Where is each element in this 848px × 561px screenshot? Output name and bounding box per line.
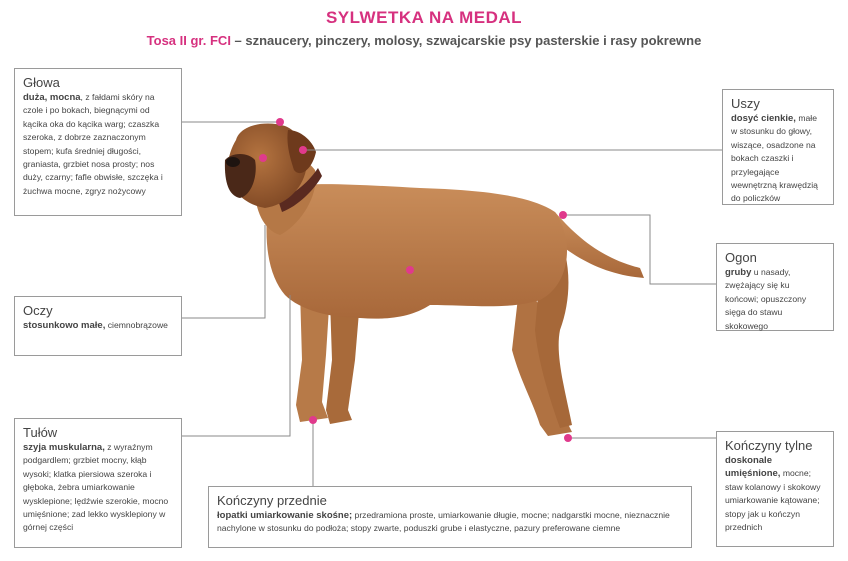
konczyny-przednie-bold: łopatki umiarkowanie skośne; xyxy=(217,510,353,521)
tulow-box xyxy=(14,418,182,548)
konczyny-tylne-bold: doskonale umięśnione, xyxy=(725,455,781,480)
glowa-bold: duża, mocna xyxy=(23,92,81,103)
subtitle-rest: – sznaucery, pinczery, molosy, szwajcarskie psy pasterskie i rasy pokrewne xyxy=(230,33,702,48)
uszy-bold: dosyć cienkie, xyxy=(731,113,796,124)
oczy-text xyxy=(23,319,173,332)
ogon-heading: Ogon xyxy=(725,250,757,265)
uszy-desc: małe w stosunku do głowy, wiszące, osadzone na bokach czaszki i przylegające wewnętrzną krawędzią do policzków xyxy=(731,113,818,204)
ogon-bold: gruby xyxy=(725,267,752,278)
konczyny-tylne-text xyxy=(725,454,825,534)
uszy-text xyxy=(731,112,825,206)
konczyny-tylne-box xyxy=(716,431,834,547)
ogon-box xyxy=(716,243,834,331)
connector-tulow xyxy=(182,295,290,436)
ogon-text xyxy=(725,266,825,333)
konczyny-tylne-heading: Kończyny tylne xyxy=(725,438,813,453)
konczyny-przednie-heading: Kończyny przednie xyxy=(217,493,327,508)
oczy-box xyxy=(14,296,182,356)
page-title: SYLWETKA NA MEDAL xyxy=(325,8,523,27)
marker-uszy xyxy=(299,146,307,154)
glowa-text xyxy=(23,91,173,198)
subtitle-highlight: Tosa II gr. FCI xyxy=(146,33,231,48)
ogon-desc: u nasady, zwężający się ku końcowi; opuszczony sięga do stawu skokowego xyxy=(725,267,807,331)
marker-tulow xyxy=(406,266,414,274)
konczyny-przednie-desc: przedramiona proste, umiarkowanie długie, mocne; nadgarstki mocne, nieznacznie nachylone w stosunku do podłoża; stopy zwarte, poduszki grube i elastyczne, pazury preferowane ciemne xyxy=(217,510,670,534)
marker-oczy xyxy=(259,154,267,162)
marker-konczyny-przednie xyxy=(309,416,317,424)
uszy-heading: Uszy xyxy=(731,96,760,111)
tulow-bold: szyja muskularna, xyxy=(23,442,105,453)
tulow-text xyxy=(23,441,173,535)
marker-konczyny-tylne xyxy=(564,434,572,442)
tulow-desc: z wyraźnym podgardlem; grzbiet mocny, kłąb wysoki; klatka piersiowa szeroka i głęboka, żebra umiarkowanie wysklepione; lędźwie szerokie, mocno umięśnione; zad lekko wysklepiony w górnej części xyxy=(23,442,169,533)
oczy-desc: ciemnobrązowe xyxy=(105,320,168,330)
connector-oczy xyxy=(182,225,265,318)
konczyny-przednie-text xyxy=(217,509,683,536)
konczyny-tylne-desc: mocne; staw kolanowy i skokowy umiarkowanie kątowane; stopy jak u kończyn przednich xyxy=(725,468,821,533)
uszy-box xyxy=(722,89,834,205)
glowa-desc: , z fałdami skóry na czole i po bokach, biegnącymi od kącika oka do kącika warg; czaszka szeroka, z dobrze zaznaczonym stopem; kufa średniej długości, graniasta, grzbiet nosa prosty; nos duży, czarny; fafle obwisłe, szczęka i żuchwa mocne, zgryz nożycowy xyxy=(23,92,163,196)
glowa-heading: Głowa xyxy=(23,75,60,90)
glowa-box xyxy=(14,68,182,216)
oczy-bold: stosunkowo małe, xyxy=(23,320,106,331)
oczy-heading: Oczy xyxy=(23,303,53,318)
connector-ogon xyxy=(563,215,716,284)
marker-ogon xyxy=(559,211,567,219)
tulow-heading: Tułów xyxy=(23,425,58,440)
marker-glowa xyxy=(276,118,284,126)
konczyny-przednie-box xyxy=(208,486,692,548)
